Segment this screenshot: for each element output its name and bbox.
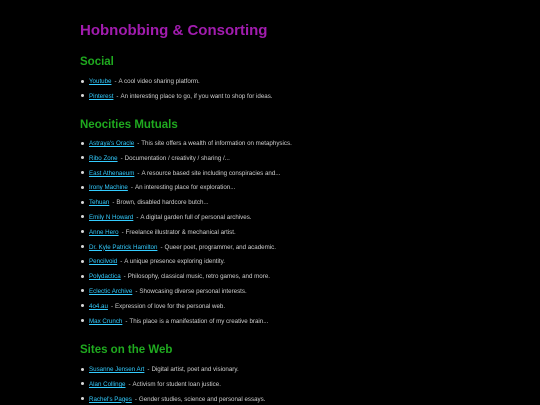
- list-item: Ribo Zone - Documentation / creativity / sharing /...: [80, 154, 292, 169]
- list-item: Astraya's Oracle - This site offers a wealth of information on metaphysics.: [80, 139, 292, 154]
- section-heading-neocities-mutuals: Neocities Mutuals: [80, 119, 178, 131]
- link-susanne-jensen-art[interactable]: Susanne Jensen Art: [89, 366, 145, 373]
- section-heading-sites-on-the-web: Sites on the Web: [80, 344, 173, 356]
- link-astrayas-oracle[interactable]: Astraya's Oracle: [89, 140, 135, 147]
- link-description: Digital artist, poet and visionary.: [151, 366, 239, 373]
- bullet-icon: [81, 319, 84, 322]
- link-description: Gender studies, science and personal essays.: [138, 395, 266, 403]
- bullet-icon: [81, 156, 84, 159]
- list-item: Polydactica - Philosophy, classical music, retro games, and more.: [80, 272, 292, 287]
- bullet-icon: [81, 230, 84, 233]
- link-description: An interesting place to go, if you want to shop for ideas.: [120, 92, 273, 100]
- list-item: Alan Collinge - Activism for student loan justice.: [80, 380, 265, 395]
- link-description: A cool video sharing platform.: [118, 78, 200, 85]
- bullet-icon: [81, 289, 84, 292]
- list-item: Pencilvoid - A unique presence exploring identity.: [80, 257, 292, 272]
- page-title: Hobnobbing & Consorting: [80, 22, 268, 39]
- link-pencilvoid[interactable]: Pencilvoid: [89, 258, 118, 266]
- link-eclectic-archive[interactable]: Eclectic Archive: [89, 287, 133, 295]
- social-links-list: [80, 77, 273, 107]
- sites-on-the-web-list: [80, 365, 265, 405]
- link-description: Expression of love for the personal web.: [115, 302, 226, 310]
- neocities-mutuals-list: [80, 139, 292, 331]
- link-youtube[interactable]: Youtube: [89, 78, 112, 85]
- bullet-icon: [81, 215, 84, 218]
- list-item: Dr. Kyle Patrick Hamilton - Queer poet, programmer, and academic.: [80, 243, 292, 258]
- link-anne-hero[interactable]: Anne Hero: [89, 228, 119, 236]
- link-east-athenaeum[interactable]: East Athenaeum: [89, 169, 135, 177]
- link-description: Philosophy, classical music, retro games, and more.: [127, 273, 270, 281]
- section-heading-social: Social: [80, 56, 114, 68]
- bullet-icon: [81, 275, 84, 278]
- bullet-icon: [81, 94, 84, 97]
- link-tehuan[interactable]: Tehuan: [89, 199, 110, 207]
- bullet-icon: [81, 397, 84, 400]
- link-description: Documentation / creativity / sharing /...: [124, 154, 230, 162]
- list-item: Pinterest - An interesting place to go, if you want to shop for ideas.: [80, 92, 273, 107]
- link-description: An interesting place for exploration...: [134, 184, 236, 192]
- link-description: A resource based site including conspiracies and...: [141, 169, 281, 177]
- list-item: East Athenaeum - A resource based site including conspiracies and...: [80, 169, 292, 184]
- bullet-icon: [81, 171, 84, 174]
- list-item: Tehuan - Brown, disabled hardcore butch...: [80, 198, 292, 213]
- bullet-icon: [81, 382, 84, 385]
- link-description: Activism for student loan justice.: [132, 380, 221, 388]
- list-item: Rachel's Pages - Gender studies, science and personal essays.: [80, 395, 265, 405]
- list-item: 4o4.au - Expression of love for the personal web.: [80, 302, 292, 317]
- list-item: Irony Machine - An interesting place for exploration...: [80, 183, 292, 198]
- link-description: Showcasing diverse personal interests.: [139, 287, 247, 295]
- bullet-icon: [81, 260, 84, 263]
- link-4o4-au[interactable]: 4o4.au: [89, 302, 108, 310]
- link-description: Freelance illustrator & mechanical artist.: [125, 228, 236, 236]
- list-item: Youtube - A cool video sharing platform.: [80, 77, 273, 92]
- list-item: Susanne Jensen Art - Digital artist, poet and visionary.: [80, 365, 265, 380]
- link-irony-machine[interactable]: Irony Machine: [89, 184, 128, 192]
- bullet-icon: [81, 201, 84, 204]
- link-rachels-pages[interactable]: Rachel's Pages: [89, 395, 132, 403]
- link-dr-kyle-patrick-hamilton[interactable]: Dr. Kyle Patrick Hamilton: [89, 243, 158, 251]
- link-description: This place is a manifestation of my creative brain...: [129, 317, 269, 325]
- list-item: Eclectic Archive - Showcasing diverse personal interests.: [80, 287, 292, 302]
- bullet-icon: [81, 186, 84, 189]
- link-description: This site offers a wealth of information on metaphysics.: [141, 140, 292, 147]
- link-pinterest[interactable]: Pinterest: [89, 92, 114, 100]
- list-item: Emily N Howard - A digital garden full of personal archives.: [80, 213, 292, 228]
- list-item: Max Crunch - This place is a manifestation of my creative brain...: [80, 317, 292, 332]
- link-alan-collinge[interactable]: Alan Collinge: [89, 380, 126, 388]
- link-polydactica[interactable]: Polydactica: [89, 273, 121, 281]
- bullet-icon: [81, 245, 84, 248]
- list-item: Anne Hero - Freelance illustrator & mechanical artist.: [80, 228, 292, 243]
- link-emily-n-howard[interactable]: Emily N Howard: [89, 213, 134, 221]
- link-description: A unique presence exploring identity.: [124, 258, 225, 266]
- bullet-icon: [81, 304, 84, 307]
- link-description: Queer poet, programmer, and academic.: [164, 243, 276, 251]
- link-ribo-zone[interactable]: Ribo Zone: [89, 154, 118, 162]
- link-max-crunch[interactable]: Max Crunch: [89, 317, 123, 325]
- bullet-icon: [81, 142, 84, 145]
- bullet-icon: [81, 80, 84, 83]
- link-description: Brown, disabled hardcore butch...: [116, 199, 209, 207]
- link-description: A digital garden full of personal archives.: [140, 213, 252, 221]
- bullet-icon: [81, 368, 84, 371]
